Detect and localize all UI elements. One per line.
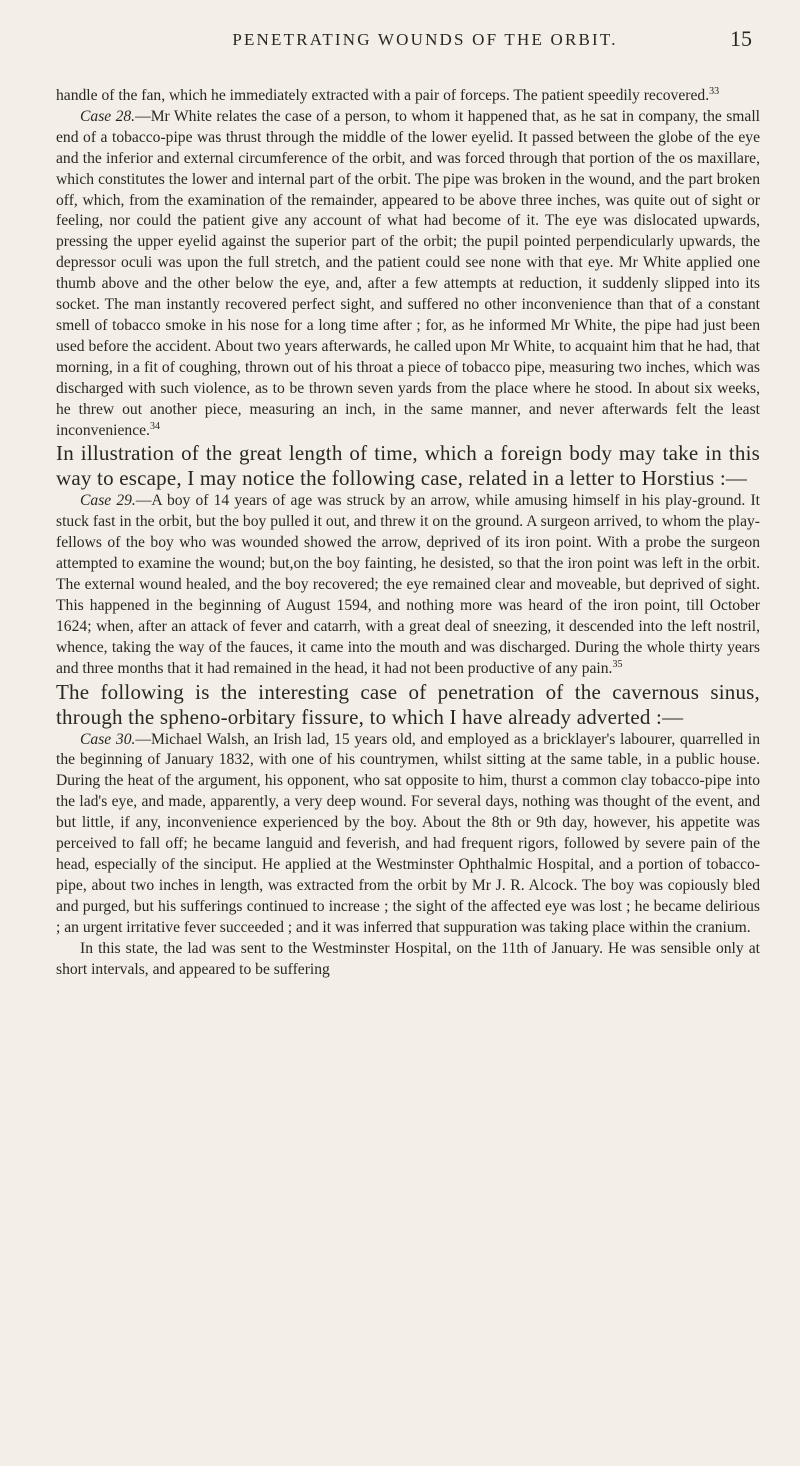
body-text [56,86,760,980]
paragraph-continuation [56,86,760,107]
footnote-ref: 34 [149,420,160,432]
paragraph-case-29 [56,491,760,679]
paragraph-text: handle of the fan, which he immediately extracted with a pair of forceps. The patient speedily recovered. [56,87,710,104]
paragraph-text: —Michael Walsh, an Irish lad, 15 years old, and employed as a bricklayer's labourer, quarrelled in the beginning of January 1832, with one of his countrymen, whilst sitting at the same table, in a public house. During the heat of the argument, his opponent, who sat opposite to him, thurst a common clay tobacco-pipe into the lad's eye, and made, apparently, a very deep wound. For several days, nothing was thought of the event, and but little, if any, inconvenience experienced by the boy. About the 8th or 9th day, however, his appetite was perceived to fall off; he became languid and feverish, and had frequent rigors, followed by severe pain of the head, especially of the sinciput. He applied at the Westminster Ophthalmic Hospital, and a portion of tobacco-pipe, about two inches in length, was extracted from the orbit by Mr J. R. Alcock. The boy was copiously bled and purged, but his sufferings continued to increase ; the sight of the affected eye was lost ; he became delirious ; an urgent irritative fever succeeded ; and it was inferred that suppuration was taking place within the cranium. [56,730,761,936]
case-label: Case 30. [80,730,136,748]
case-label: Case 28. [80,107,136,125]
running-title: PENETRATING WOUNDS OF THE ORBIT. [232,30,618,49]
paragraph-case-28 [56,107,760,442]
paragraph-intro-cavernous-sinus [56,680,760,730]
footnote-ref: 33 [709,85,720,97]
paragraph-text: —Mr White relates the case of a person, to whom it happened that, as he sat in company, the small end of a tobacco-pipe was thrust through the middle of the lower eyelid. It passed between the globe of the eye and the inferior and external circumference of the orbit, and was forced through that portion of the os maxillare, which constitutes the lower and internal part of the orbit. The pipe was broken in the wound, and the part broken off, which, from the examination of the remainder, appeared to be above three inches, was quite out of sight or feeling, nor could the patient give any account of what had become of it. The eye was dislocated upwards, pressing the upper eyelid against the superior part of the orbit; the pupil pointed perpendicularly upwards, the depressor oculi was upon the full stretch, and the patient could see none with that eye. Mr White applied one thumb above and the other below the eye, and, after a few attempts at reduction, it suddenly slipped into its socket. The man instantly recovered perfect sight, and suffered no other inconvenience than that of a constant smell of tobacco smoke in his nose for a long time after ; for, as he informed Mr White, the pipe had just been used before the accident. About two years afterwards, he called upon Mr White, to acquaint him that he had, that morning, in a fit of coughing, thrown out of his throat a piece of tobacco pipe, measuring two inches, which was discharged with such violence, as to be thrown seven yards from the place where he stood. In about six weeks, he threw out another piece, measuring an inch, in the same manner, and never afterwards felt the least inconvenience. [56,107,761,439]
paragraph-case-30 [56,730,760,939]
running-header [98,26,752,54]
paragraph-text: In this state, the lad was sent to the Westminster Hospital, on the 11th of January. He was sensible only at short intervals, and appeared to be suffering [56,939,760,978]
paragraph-intro-horstius [56,441,760,491]
page-number: 15 [730,26,752,51]
paragraph-text: —A boy of 14 years of age was struck by an arrow, while amusing himself in his play-ground. It stuck fast in the orbit, but the boy pulled it out, and threw it on the ground. A surgeon arrived, to whom the play-fellows of the boy who was wounded showed the arrow, deprived of its iron point. With a probe the surgeon attempted to examine the wound; but,on the boy fainting, he desisted, so that the iron point was left in the orbit. The external wound healed, and the boy recovered; the eye remained clear and moveable, but deprived of sight. This happened in the beginning of August 1594, and nothing more was heard of the iron point, till October 1624; when, after an attack of fever and catarrh, with a great deal of sneezing, it descended into the left nostril, whence, taking the way of the fauces, it came into the mouth and was discharged. During the whole thirty years and three months that it had remained in the head, it had not been productive of any pain. [56,492,761,677]
case-label: Case 29. [80,492,136,510]
paragraph-text: In illustration of the great length of time, which a foreign body may take in this way to escape, I may notice the following case, related in a letter to Horstius :— [56,441,760,491]
footnote-ref: 35 [612,658,623,670]
paragraph-text: The following is the interesting case of penetration of the cavernous sinus, through the spheno-orbitary fissure, to which I have already adverted :— [56,679,760,729]
paragraph-westminster [56,939,760,981]
